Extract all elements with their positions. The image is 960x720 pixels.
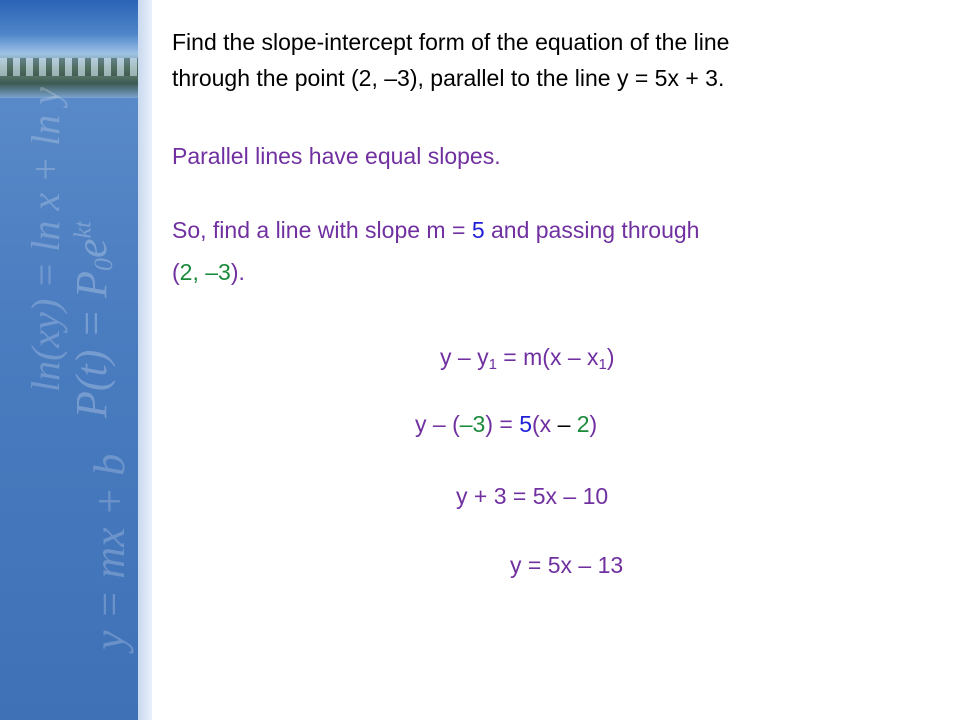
expanded-equation: y + 3 = 5x – 10 (456, 483, 609, 509)
sidebar-edge-stripe (138, 0, 152, 720)
point-value: 2, –3 (179, 259, 231, 285)
wetland-photo (0, 0, 152, 98)
parallel-statement: Parallel lines have equal slopes. (172, 143, 501, 169)
growth-formula-watermark: $P(t) = P_0e^{kt}$ (67, 221, 118, 418)
problem-line-2: through the point (2, –3), parallel to the line y = 5x + 3. (172, 65, 725, 91)
slope-statement: So, find a line with slope m = 5 and passing through (172, 217, 700, 243)
decorative-sidebar (0, 0, 152, 720)
line-formula-watermark: y = mx + b (85, 453, 134, 650)
point-statement: (2, –3). (172, 259, 245, 285)
slope-intercept-result: y = 5x – 13 (510, 552, 624, 578)
log-formula-watermark: ln(xy) = ln x + ln y (23, 87, 68, 392)
problem-line-1: Find the slope-intercept form of the equation of the line (172, 29, 730, 55)
substituted-equation: y – (–3) = 5(x – 2) (415, 411, 598, 437)
slope-value: 5 (471, 217, 485, 243)
point-slope-formula: $y - y_1 = m(x - x_1)$ (440, 344, 615, 373)
